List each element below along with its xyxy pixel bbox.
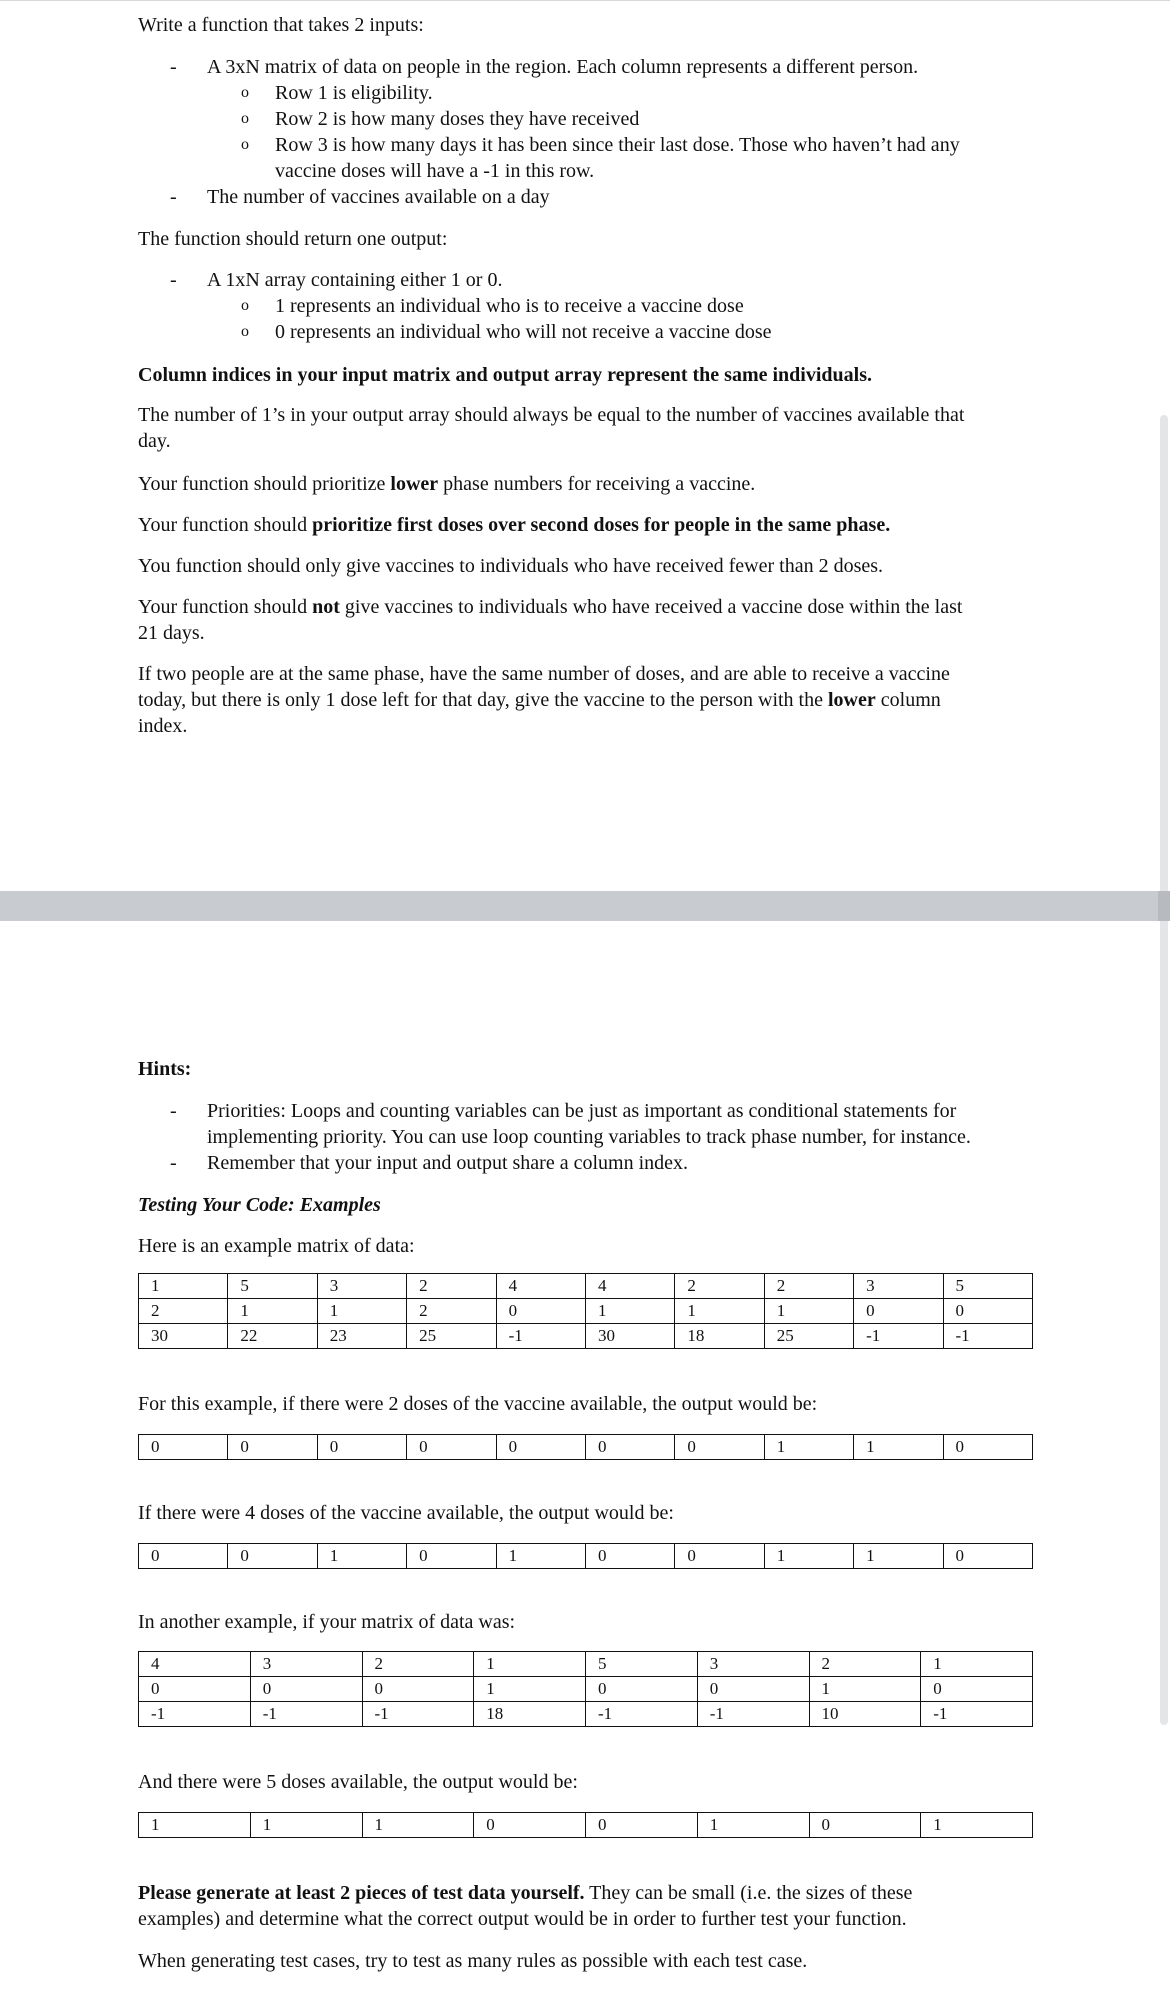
- table-cell: 2: [407, 1274, 496, 1299]
- table-cell: 0: [407, 1435, 496, 1460]
- table-cell: 0: [585, 1435, 674, 1460]
- table-cell: 2: [764, 1274, 853, 1299]
- table-cell: 0: [697, 1677, 809, 1702]
- table-cell: 0: [585, 1544, 674, 1569]
- table-cell: 0: [228, 1435, 317, 1460]
- table-cell: -1: [139, 1702, 251, 1727]
- table-cell: 1: [317, 1299, 406, 1324]
- table-cell: 2: [809, 1652, 921, 1677]
- rule-lower-phase: Your function should prioritize lower phase numbers for receiving a vaccine.: [138, 473, 756, 495]
- table-cell: 1: [697, 1813, 809, 1838]
- input-item-2: The number of vaccines available on a day: [207, 186, 550, 208]
- table-cell: 0: [675, 1544, 764, 1569]
- table-cell: 0: [809, 1813, 921, 1838]
- table-cell: 1: [474, 1677, 586, 1702]
- page-gap: [0, 891, 1170, 921]
- table-cell: -1: [854, 1324, 943, 1349]
- closing-generating: When generating test cases, try to test as many rules as possible with each test case.: [138, 1950, 808, 1972]
- table-cell: 23: [317, 1324, 406, 1349]
- table-cell: 1: [809, 1677, 921, 1702]
- table-cell: 30: [585, 1324, 674, 1349]
- input-sub-3-cont: vaccine doses will have a -1 in this row.: [275, 160, 595, 182]
- another-example-text: In another example, if your matrix of data was:: [138, 1611, 516, 1633]
- bullet-dash: -: [170, 56, 177, 78]
- table-cell: 0: [586, 1813, 698, 1838]
- example-intro: Here is an example matrix of data:: [138, 1235, 415, 1257]
- table-cell: 4: [139, 1652, 251, 1677]
- table-cell: 0: [921, 1677, 1033, 1702]
- table-row: [139, 1299, 1033, 1324]
- table-row: [139, 1702, 1033, 1727]
- rule-count-line2: day.: [138, 430, 171, 452]
- five-doses-text: And there were 5 doses available, the output would be:: [138, 1771, 578, 1793]
- bullet-circle: o: [241, 110, 249, 127]
- table-row: [139, 1544, 1033, 1569]
- table-cell: -1: [943, 1324, 1032, 1349]
- table-cell: 1: [139, 1274, 228, 1299]
- bullet-circle: o: [241, 84, 249, 101]
- output-array-4-doses: [138, 1543, 1033, 1569]
- rule-tie-line1: If two people are at the same phase, have the same number of doses, and are able to receive a vaccine: [138, 663, 950, 685]
- table-cell: 1: [362, 1813, 474, 1838]
- table-cell: 1: [764, 1544, 853, 1569]
- table-cell: 4: [496, 1274, 585, 1299]
- rule-tie-line2: today, but there is only 1 dose left for that day, give the vaccine to the person with the lower column: [138, 689, 941, 711]
- intro-text: Write a function that takes 2 inputs:: [138, 14, 424, 36]
- table-cell: 18: [474, 1702, 586, 1727]
- output-array-2-doses: [138, 1434, 1033, 1460]
- table-cell: 25: [764, 1324, 853, 1349]
- rule-column-indices: Column indices in your input matrix and output array represent the same individuals.: [138, 364, 872, 386]
- table-cell: 0: [854, 1299, 943, 1324]
- table-cell: 1: [317, 1544, 406, 1569]
- input-sub-2: Row 2 is how many doses they have received: [275, 108, 640, 130]
- output-sub-2: 0 represents an individual who will not receive a vaccine dose: [275, 321, 772, 343]
- table-cell: 3: [697, 1652, 809, 1677]
- hint-1-line2: implementing priority. You can use loop counting variables to track phase number, for instance.: [207, 1126, 971, 1148]
- table-cell: -1: [362, 1702, 474, 1727]
- table-cell: -1: [586, 1702, 698, 1727]
- table-cell: 25: [407, 1324, 496, 1349]
- closing-please: Please generate at least 2 pieces of test data yourself. They can be small (i.e. the sizes of these: [138, 1882, 913, 1904]
- table-cell: 2: [675, 1274, 764, 1299]
- testing-title: Testing Your Code: Examples: [138, 1194, 381, 1216]
- table-cell: 2: [407, 1299, 496, 1324]
- input-sub-3: Row 3 is how many days it has been since their last dose. Those who haven’t had any: [275, 134, 960, 156]
- table-cell: 1: [854, 1435, 943, 1460]
- scrollbar-band: [1158, 891, 1170, 921]
- two-doses-text: For this example, if there were 2 doses of the vaccine available, the output would be:: [138, 1393, 818, 1415]
- table-cell: 0: [943, 1544, 1032, 1569]
- table-cell: 0: [496, 1299, 585, 1324]
- table-row: [139, 1677, 1033, 1702]
- hints-title: Hints:: [138, 1058, 192, 1080]
- table-cell: 2: [139, 1299, 228, 1324]
- four-doses-text: If there were 4 doses of the vaccine available, the output would be:: [138, 1502, 674, 1524]
- table-cell: 4: [585, 1274, 674, 1299]
- table-cell: 0: [139, 1435, 228, 1460]
- output-item: A 1xN array containing either 1 or 0.: [207, 269, 503, 291]
- bullet-circle: o: [241, 323, 249, 340]
- table-cell: 5: [228, 1274, 317, 1299]
- rule-21-days-cont: 21 days.: [138, 622, 205, 644]
- table-cell: 0: [362, 1677, 474, 1702]
- rule-fewer-doses: You function should only give vaccines to individuals who have received fewer than 2 doses.: [138, 555, 884, 577]
- table-cell: 0: [474, 1813, 586, 1838]
- table-cell: 0: [317, 1435, 406, 1460]
- table-cell: 1: [228, 1299, 317, 1324]
- output-array-5-doses: [138, 1812, 1033, 1838]
- table-cell: 3: [854, 1274, 943, 1299]
- table-cell: -1: [921, 1702, 1033, 1727]
- table-cell: 1: [921, 1652, 1033, 1677]
- table-cell: 0: [139, 1544, 228, 1569]
- table-cell: 0: [407, 1544, 496, 1569]
- table-cell: 0: [675, 1435, 764, 1460]
- table-cell: 3: [317, 1274, 406, 1299]
- hint-2: Remember that your input and output share a column index.: [207, 1152, 688, 1174]
- table-row: [139, 1435, 1033, 1460]
- table-cell: 0: [228, 1544, 317, 1569]
- table-cell: 1: [496, 1544, 585, 1569]
- table-cell: 30: [139, 1324, 228, 1349]
- hint-1-line1: Priorities: Loops and counting variables can be just as important as conditional statements for: [207, 1100, 957, 1122]
- table-cell: 1: [585, 1299, 674, 1324]
- table-cell: 5: [943, 1274, 1032, 1299]
- table-cell: 18: [675, 1324, 764, 1349]
- top-divider: [0, 0, 1170, 1]
- input-sub-1: Row 1 is eligibility.: [275, 82, 433, 104]
- table-cell: 1: [764, 1435, 853, 1460]
- table-row: [139, 1652, 1033, 1677]
- table-cell: -1: [697, 1702, 809, 1727]
- bullet-dash: -: [170, 186, 177, 208]
- example-matrix-2: [138, 1651, 1033, 1727]
- bullet-circle: o: [241, 136, 249, 153]
- table-row: [139, 1274, 1033, 1299]
- output-intro: The function should return one output:: [138, 228, 448, 250]
- table-cell: 1: [474, 1652, 586, 1677]
- example-matrix-1: [138, 1273, 1033, 1349]
- table-cell: 0: [496, 1435, 585, 1460]
- table-cell: -1: [250, 1702, 362, 1727]
- table-cell: 2: [362, 1652, 474, 1677]
- table-cell: 1: [250, 1813, 362, 1838]
- closing-please-cont: examples) and determine what the correct output would be in order to further test your function.: [138, 1908, 907, 1930]
- table-cell: 0: [943, 1299, 1032, 1324]
- table-cell: 0: [250, 1677, 362, 1702]
- bullet-dash: -: [170, 1100, 177, 1122]
- table-cell: 0: [586, 1677, 698, 1702]
- table-cell: 5: [586, 1652, 698, 1677]
- bullet-circle: o: [241, 297, 249, 314]
- table-row: [139, 1813, 1033, 1838]
- bullet-dash: -: [170, 1152, 177, 1174]
- table-cell: 1: [139, 1813, 251, 1838]
- rule-first-doses: Your function should prioritize first doses over second doses for people in the same phase.: [138, 514, 891, 536]
- table-cell: 1: [675, 1299, 764, 1324]
- rule-count-line1: The number of 1’s in your output array should always be equal to the number of vaccines available that: [138, 404, 965, 426]
- table-cell: -1: [496, 1324, 585, 1349]
- input-item-1: A 3xN matrix of data on people in the region. Each column represents a different person.: [207, 56, 919, 78]
- output-sub-1: 1 represents an individual who is to receive a vaccine dose: [275, 295, 744, 317]
- table-cell: 0: [943, 1435, 1032, 1460]
- table-cell: 0: [139, 1677, 251, 1702]
- table-row: [139, 1324, 1033, 1349]
- table-cell: 1: [854, 1544, 943, 1569]
- scrollbar[interactable]: [1158, 0, 1170, 2010]
- table-cell: 1: [921, 1813, 1033, 1838]
- table-cell: 10: [809, 1702, 921, 1727]
- table-cell: 1: [764, 1299, 853, 1324]
- rule-21-days: Your function should not give vaccines to individuals who have received a vaccine dose within the last: [138, 596, 963, 618]
- table-cell: 22: [228, 1324, 317, 1349]
- table-cell: 3: [250, 1652, 362, 1677]
- rule-tie-line3: index.: [138, 715, 188, 737]
- scrollbar-thumb[interactable]: [1160, 415, 1168, 1725]
- bullet-dash: -: [170, 269, 177, 291]
